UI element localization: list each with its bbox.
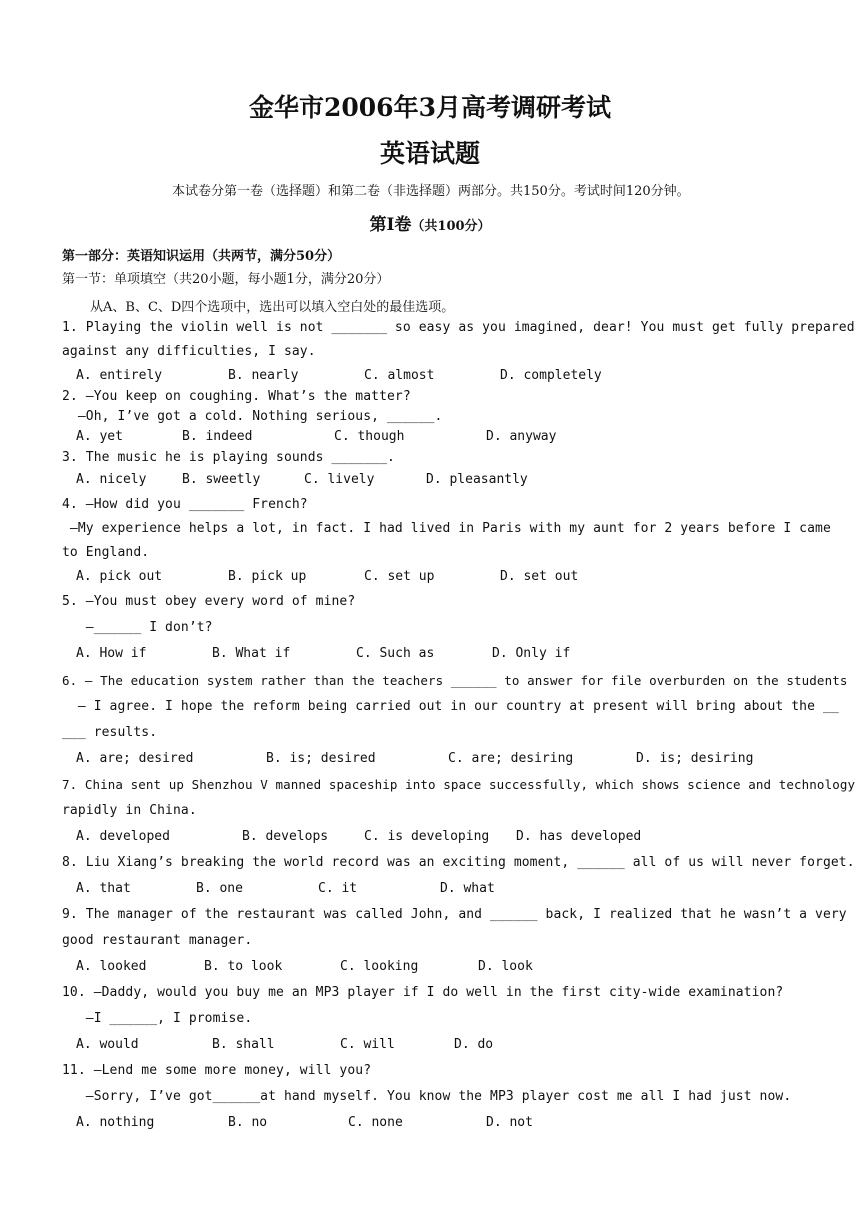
option[interactable]: B. indeed bbox=[182, 429, 253, 444]
option[interactable]: D. pleasantly bbox=[426, 472, 528, 487]
option[interactable]: C. are; desiring bbox=[448, 751, 574, 766]
part-heading: 第一部分：英语知识运用（共两节，满分50分） bbox=[62, 249, 341, 264]
option[interactable]: B. sweetly bbox=[182, 472, 261, 487]
option[interactable]: D. what bbox=[440, 881, 495, 896]
option[interactable]: A. yet bbox=[76, 429, 123, 444]
question-line: good restaurant manager. bbox=[62, 933, 253, 948]
option[interactable]: A. looked bbox=[76, 959, 147, 974]
question-line: against any difficulties, I say. bbox=[62, 344, 316, 359]
option[interactable]: C. looking bbox=[340, 959, 419, 974]
option[interactable]: C. set up bbox=[364, 569, 435, 584]
option[interactable]: C. though bbox=[334, 429, 405, 444]
question-line: 3. The music he is playing sounds _______. bbox=[62, 450, 395, 465]
option[interactable]: C. almost bbox=[364, 368, 435, 383]
option[interactable]: D. anyway bbox=[486, 429, 557, 444]
exam-subtitle: 英语试题 bbox=[379, 139, 480, 168]
volume-note: （共100分） bbox=[411, 219, 491, 234]
option[interactable]: B. no bbox=[228, 1115, 268, 1130]
option[interactable]: B. What if bbox=[212, 646, 291, 661]
question-line: —My experience helps a lot, in fact. I had lived in Paris with my aunt for 2 years before I came bbox=[62, 521, 831, 536]
question-line: 6. — The education system rather than the teachers ______ to answer for file overburden on the students bbox=[62, 673, 848, 688]
option[interactable]: C. it bbox=[318, 881, 358, 896]
question-line: —Sorry, I’ve got______at hand myself. You know the MP3 player cost me all I had just now. bbox=[62, 1089, 792, 1104]
option[interactable]: C. will bbox=[340, 1037, 395, 1052]
option[interactable]: A. entirely bbox=[76, 368, 163, 383]
option[interactable]: A. How if bbox=[76, 646, 147, 661]
option[interactable]: C. is developing bbox=[364, 829, 490, 844]
option[interactable]: A. nothing bbox=[76, 1115, 155, 1130]
question-line: 2. —You keep on coughing. What’s the matter? bbox=[62, 389, 411, 404]
section-instruction: 从A、B、C、D四个选项中，选出可以填入空白处的最佳选项。 bbox=[90, 300, 455, 315]
option[interactable]: D. not bbox=[486, 1115, 533, 1130]
option[interactable]: C. lively bbox=[304, 472, 375, 487]
exam-title: 金华市2006年3月高考调研考试 bbox=[249, 93, 611, 122]
option[interactable]: A. developed bbox=[76, 829, 170, 844]
question-line: —I ______, I promise. bbox=[62, 1011, 253, 1026]
question-line: 11. —Lend me some more money, will you? bbox=[62, 1063, 372, 1078]
option[interactable]: D. completely bbox=[500, 368, 602, 383]
volume-heading bbox=[0, 210, 860, 235]
question-line: 8. Liu Xiang’s breaking the world record was an exciting moment, ______ all of us will never forget. bbox=[62, 855, 855, 870]
option[interactable]: D. look bbox=[478, 959, 533, 974]
option[interactable]: B. nearly bbox=[228, 368, 299, 383]
question-line: 5. —You must obey every word of mine? bbox=[62, 594, 356, 609]
question-line: — I agree. I hope the reform being carried out in our country at present will bring about the __ bbox=[62, 699, 839, 714]
option[interactable]: D. Only if bbox=[492, 646, 571, 661]
option[interactable]: B. develops bbox=[242, 829, 329, 844]
option[interactable]: B. to look bbox=[204, 959, 283, 974]
question-line: —______ I don’t? bbox=[62, 620, 213, 635]
question-line: 9. The manager of the restaurant was called John, and ______ back, I realized that he wasn’t a very bbox=[62, 907, 847, 922]
question-line: rapidly in China. bbox=[62, 803, 197, 818]
option[interactable]: D. set out bbox=[500, 569, 579, 584]
option[interactable]: B. pick up bbox=[228, 569, 307, 584]
option[interactable]: C. none bbox=[348, 1115, 403, 1130]
option[interactable]: C. Such as bbox=[356, 646, 435, 661]
option[interactable]: D. do bbox=[454, 1037, 494, 1052]
question-line: 10. —Daddy, would you buy me an MP3 player if I do well in the first city-wide examination? bbox=[62, 985, 784, 1000]
option[interactable]: A. pick out bbox=[76, 569, 163, 584]
question-line: 1. Playing the violin well is not _______ so easy as you imagined, dear! You must get fully prepared bbox=[62, 320, 855, 335]
question-line: 7. China sent up Shenzhou V manned spaceship into space successfully, which shows science and technology bbox=[62, 777, 856, 792]
option[interactable]: B. is; desired bbox=[266, 751, 376, 766]
option[interactable]: D. has developed bbox=[516, 829, 642, 844]
section-heading: 第一节：单项填空（共20小题，每小题1分，满分20分） bbox=[62, 272, 390, 287]
option[interactable]: A. are; desired bbox=[76, 751, 194, 766]
question-line: ___ results. bbox=[62, 725, 158, 740]
option[interactable]: D. is; desiring bbox=[636, 751, 754, 766]
question-line: to England. bbox=[62, 545, 150, 560]
question-line: 4. —How did you _______ French? bbox=[62, 497, 308, 512]
option[interactable]: B. one bbox=[196, 881, 243, 896]
option[interactable]: B. shall bbox=[212, 1037, 275, 1052]
question-line: —Oh, I’ve got a cold. Nothing serious, ______. bbox=[62, 409, 443, 424]
volume-title: 第Ⅰ卷 bbox=[369, 215, 412, 235]
option[interactable]: A. that bbox=[76, 881, 131, 896]
exam-intro: 本试卷分第一卷（选择题）和第二卷（非选择题）两部分。共150分。考试时间120分钟。 bbox=[172, 184, 690, 199]
option[interactable]: A. nicely bbox=[76, 472, 147, 487]
option[interactable]: A. would bbox=[76, 1037, 139, 1052]
